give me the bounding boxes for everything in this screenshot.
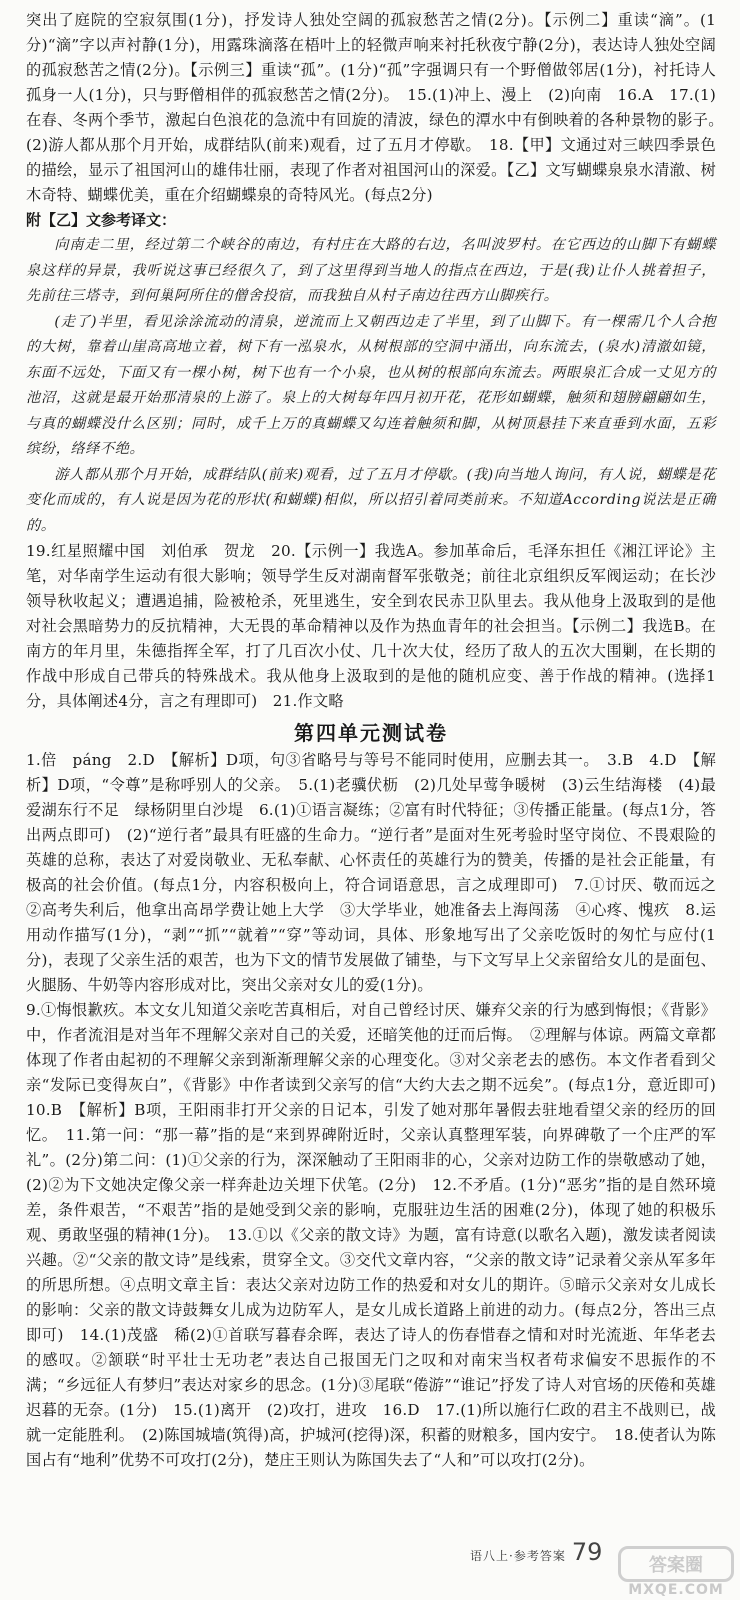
translation-heading: 附【乙】文参考译文： <box>26 211 177 229</box>
answer-paragraph-part3-end: 突出了庭院的空寂氛围(1分)，抒发诗人独处空阔的孤寂愁苦之情(2分)。【示例二】重读“滴”。(1分)“滴”字以声衬静(1分)，用露珠滴落在梧叶上的轻微声响来衬托秋夜宁静(2分)，表达诗人独处空阔的孤寂愁苦之情(2分)。【示例三】重读“孤”。(1分)“孤”字强调只有一个野僧做邻居(1分)，衬托诗人孤身一人(1分)，只与野僧相伴的孤寂愁苦之情(2分)。 15.(1)冲上、漫上 (2)向南 16.A 17.(1)在春、冬两个季节，激起白色浪花的急流中有回旋的清波，绿色的潭水中有倒映着的各种景物的影子。 (2)游人都从那个月开始，成群结队(前来)观看，过了五月才停歇。 18.【甲】文通过对三峡四季景色的描绘，显示了祖国河山的雄伟壮丽，表现了作者对祖国河山的深爱。【乙】文写蝴蝶泉泉水清澈、树木奇特、蝴蝶优美，重在介绍蝴蝶泉的奇特风光。(每点2分) <box>26 11 732 204</box>
answer-paragraph-19-21: 19.红星照耀中国 刘伯承 贺龙 20.【示例一】我选A。参加革命后，毛泽东担任《湘江评论》主笔，对华南学生运动有很大影响；领导学生反对湖南督军张敬尧；前往北京组织反军阀运动；在长沙领导秋收起义；遭遇追捕，险被枪杀，死里逃生，安全到农民赤卫队里去。我从他身上汲取到的是他对社会黑暗势力的反抗精神，大无畏的革命精神以及作为热血青年的社会担当。【示例二】我选B。在南方的年月里，朱德指挥全军，打了几百次小仗、几十次大仗，经历了敌人的五次大围剿，在长期的作战中形成自己带兵的特殊战术。我从他身上汲取到的是他的随机应变、善于作战的精神。(选择1分，具体阐述4分，言之有理即可) 21.作文略 <box>26 542 716 710</box>
unit-four-title: 第四单元测试卷 <box>294 721 448 745</box>
watermark-url: MXQE.COM <box>628 1582 724 1598</box>
watermark-logo <box>616 1546 736 1598</box>
translation-paragraph-3: 游人都从那个月开始，成群结队(前来)观看，过了五月才停歇。(我)向当地人询问，有人说，蝴蝶是花变化而成的，有人说是因为花的形状(和蝴蝶)相似，所以招引着同类前来。不知道According说法是正确的。 <box>26 466 716 534</box>
answer-paragraph-unit4-9-18: 9.①悔恨歉疚。本文女儿知道父亲吃苦真相后，对自己曾经讨厌、嫌弃父亲的行为感到悔恨；《背影》中，作者流泪是对当年不理解父亲对自己的关爱，还暗笑他的迂而后悔。 ②理解与体谅。两篇文章都体现了作者由起初的不理解父亲到渐渐理解父亲的心理变化。③对父亲老去的感伤。本文作者看到父亲“发际已变得灰白”，《背影》中作者读到父亲写的信“大约大去之期不远矣”。(每点1分，意近即可) 10.B 【解析】B项，王阳雨非打开父亲的日记本，引发了她对那年暑假去驻地看望父亲的经历的回忆。 11.第一问：“那一幕”指的是“来到界碑附近时，父亲认真整理军装，向界碑敬了一个庄严的军礼”。(2分)第二问：(1)①父亲的行为，深深触动了王阳雨非的心，父亲对边防工作的崇敬感动了她，(2)②为下文她决定像父亲一样奔赴边关埋下伏笔。(2分) 12.不矛盾。(1分)“恶劣”指的是自然环境差，条件艰苦，“不艰苦”指的是她受到父亲的影响，克服驻边生活的困难(2分)，体现了她的积极乐观、勇敢坚强的精神(1分)。 13.①以《父亲的散文诗》为题，富有诗意(以歌名入题)，激发读者阅读兴趣。②“父亲的散文诗”是线索，贯穿全文。③交代文章内容，“父亲的散文诗”记录着父亲从军多年的所思所想。④点明文章主旨：表达父亲对边防工作的热爱和对女儿的期许。⑤暗示父亲对女儿成长的影响：父亲的散文诗鼓舞女儿成为边防军人，是女儿成长道路上前进的动力。(每点2分，答出三点即可) 14.(1)茂盛 稀(2)①首联写暮春余晖，表达了诗人的伤春惜春之情和对时光流逝、年华老去的感叹。②颔联“时平壮士无功老”表达自己报国无门之叹和对南宋当权者苟求偏安不思振作的不满；“乡远征人有梦归”表达对家乡的思念。(1分)③尾联“倦游”“谁记”抒发了诗人对官场的厌倦和英雄迟暮的无奈。(1分) 15.(1)离开 (2)攻打，进攻 16.D 17.(1)所以施行仁政的君主不战则已，战就一定能胜利。 (2)陈国城墙(筑得)高，护城河(挖得)深，积蓄的财粮多，国内安宁。 18.使者认为陈国占有“地利”优势不可攻打(2分)，楚庄王则认为陈国失去了“人和”可以攻打(2分)。 <box>26 1001 732 1469</box>
translation-paragraph-1: 向南走二里，经过第二个峡谷的南边，有村庄在大路的右边，名叫波罗村。在它西边的山脚下有蝴蝶泉这样的异景，我听说这事已经很久了，到了这里得到当地人的指点在西边，于是(我)让仆人挑着担子，先前往三塔寺，到何巢阿所住的僧舍投宿，而我独自从村子南边往西方山脚疾行。 <box>26 237 716 304</box>
footer-tag: 语八上·参考答案 <box>470 1549 566 1563</box>
watermark-brand: 答案圈 <box>618 1546 734 1582</box>
page-number: 79 <box>571 1538 603 1566</box>
translation-paragraph-2: (走了)半里，看见涂涂流动的清泉，逆流而上又朝西边走了半里，到了山脚下。有一棵需几个人合抱的大树，靠着山崖高高地立着，树下有一泓泉水，从树根部的空洞中涌出，向东流去，(泉水)清澈如镜，东面不远处，下面又有一棵小树，树下也有一个小泉，也从树的根部向东流去。两眼泉汇合成一丈见方的池沼，这就是最开始那清泉的上游了。泉上的大树每年四月初开花，花形如蝴蝶，触须和翅膀翩翩如生，与真的蝴蝶没什么区别；同时，成千上万的真蝴蝶又勾连着触须和脚，从树顶悬挂下来直垂到水面，五彩缤纷，络绎不绝。 <box>26 313 716 457</box>
answer-page <box>26 8 732 1473</box>
answer-paragraph-unit4-1-8: 1.倍 páng 2.D 【解析】D项，句③省略号与等号不能同时使用，应删去其一。 3.B 4.D 【解析】D项，“令尊”是称呼别人的父亲。 5.(1)老骥伏枥 (2)几处早莺争暖树 (3)云生结海楼 (4)最爱湖东行不足 绿杨阴里白沙堤 6.(1)①语言凝练；②富有时代特征；③传播正能量。(每点1分，答出两点即可) (2)“逆行者”最具有旺盛的生命力。“逆行者”是面对生死考验时坚守岗位、不畏艰险的英雄的总称，表达了对爱岗敬业、无私奉献、心怀责任的英雄行为的赞美，传播的是社会正能量，有极高的社会价值。(每点1分，内容积极向上，符合词语意思，言之成理即可) 7.①讨厌、敬而远之 ②高考失利后，他拿出高昂学费让她上大学 ③大学毕业，她准备去上海闯荡 ④心疼、愧疚 8.运用动作描写(1分)，“剥”“抓”“就着”“穿”等动词，具体、形象地写出了父亲吃饭时的匆忙与应付(1分)，表现了父亲生活的艰苦，也为下文的情节发展做了铺垫，与下文写早上父亲留给女儿的是面包、火腿肠、牛奶等内容形成对比，突出父亲对女儿的爱(1分)。 <box>26 751 732 994</box>
